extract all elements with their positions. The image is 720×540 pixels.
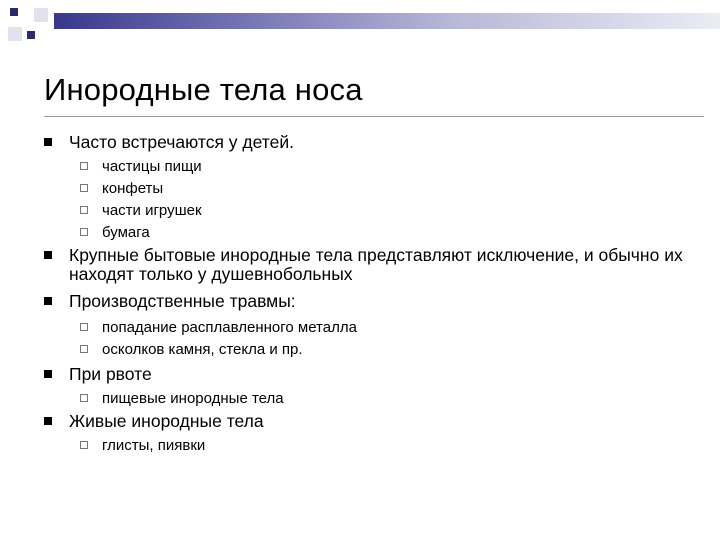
corner-square-1 [10, 8, 18, 16]
slide-title: Инородные тела носа [44, 72, 363, 107]
sub-bullet-item [44, 317, 684, 339]
sub-bullet-text: пищевые инородные тела [102, 390, 284, 407]
sub-bullet-text: попадание расплавленного металла [102, 319, 357, 336]
title-divider [44, 116, 704, 117]
bullet-item [44, 412, 684, 431]
sub-bullet-item [44, 339, 684, 361]
bullet-text: Крупные бытовые инородные тела представляют исключение, и обычно их находят только у душевнобольных [69, 245, 683, 284]
hollow-square-bullet-icon [80, 162, 88, 170]
sub-bullet-item [44, 435, 684, 457]
square-bullet-icon [44, 417, 52, 425]
hollow-square-bullet-icon [80, 394, 88, 402]
hollow-square-bullet-icon [80, 323, 88, 331]
hollow-square-bullet-icon [80, 184, 88, 192]
header-gradient-bar [54, 13, 720, 29]
corner-square-3 [8, 27, 22, 41]
bullet-item [44, 133, 684, 152]
corner-square-4 [27, 31, 35, 39]
sub-bullet-text: части игрушек [102, 202, 202, 219]
hollow-square-bullet-icon [80, 228, 88, 236]
bullet-text: Часто встречаются у детей. [69, 132, 294, 152]
sub-bullet-item [44, 200, 684, 222]
sub-bullet-text: бумага [102, 224, 150, 241]
sub-bullet-item [44, 388, 684, 410]
sub-bullet-text: глисты, пиявки [102, 437, 206, 454]
hollow-square-bullet-icon [80, 345, 88, 353]
corner-square-2 [34, 8, 48, 22]
square-bullet-icon [44, 251, 52, 259]
sub-bullet-item [44, 222, 684, 244]
bullet-text: Производственные травмы: [69, 291, 296, 311]
sub-bullet-item [44, 156, 684, 178]
slide-content [44, 133, 684, 457]
bullet-text: При рвоте [69, 364, 152, 384]
hollow-square-bullet-icon [80, 206, 88, 214]
sub-bullet-text: частицы пищи [102, 158, 202, 175]
sub-bullet-text: конфеты [102, 180, 164, 197]
square-bullet-icon [44, 138, 52, 146]
hollow-square-bullet-icon [80, 441, 88, 449]
bullet-item [44, 246, 684, 284]
square-bullet-icon [44, 370, 52, 378]
sub-bullet-text: осколков камня, стекла и пр. [102, 341, 303, 358]
square-bullet-icon [44, 297, 52, 305]
sub-bullet-item [44, 178, 684, 200]
bullet-item [44, 365, 684, 384]
bullet-item [44, 292, 684, 311]
bullet-text: Живые инородные тела [69, 411, 264, 431]
